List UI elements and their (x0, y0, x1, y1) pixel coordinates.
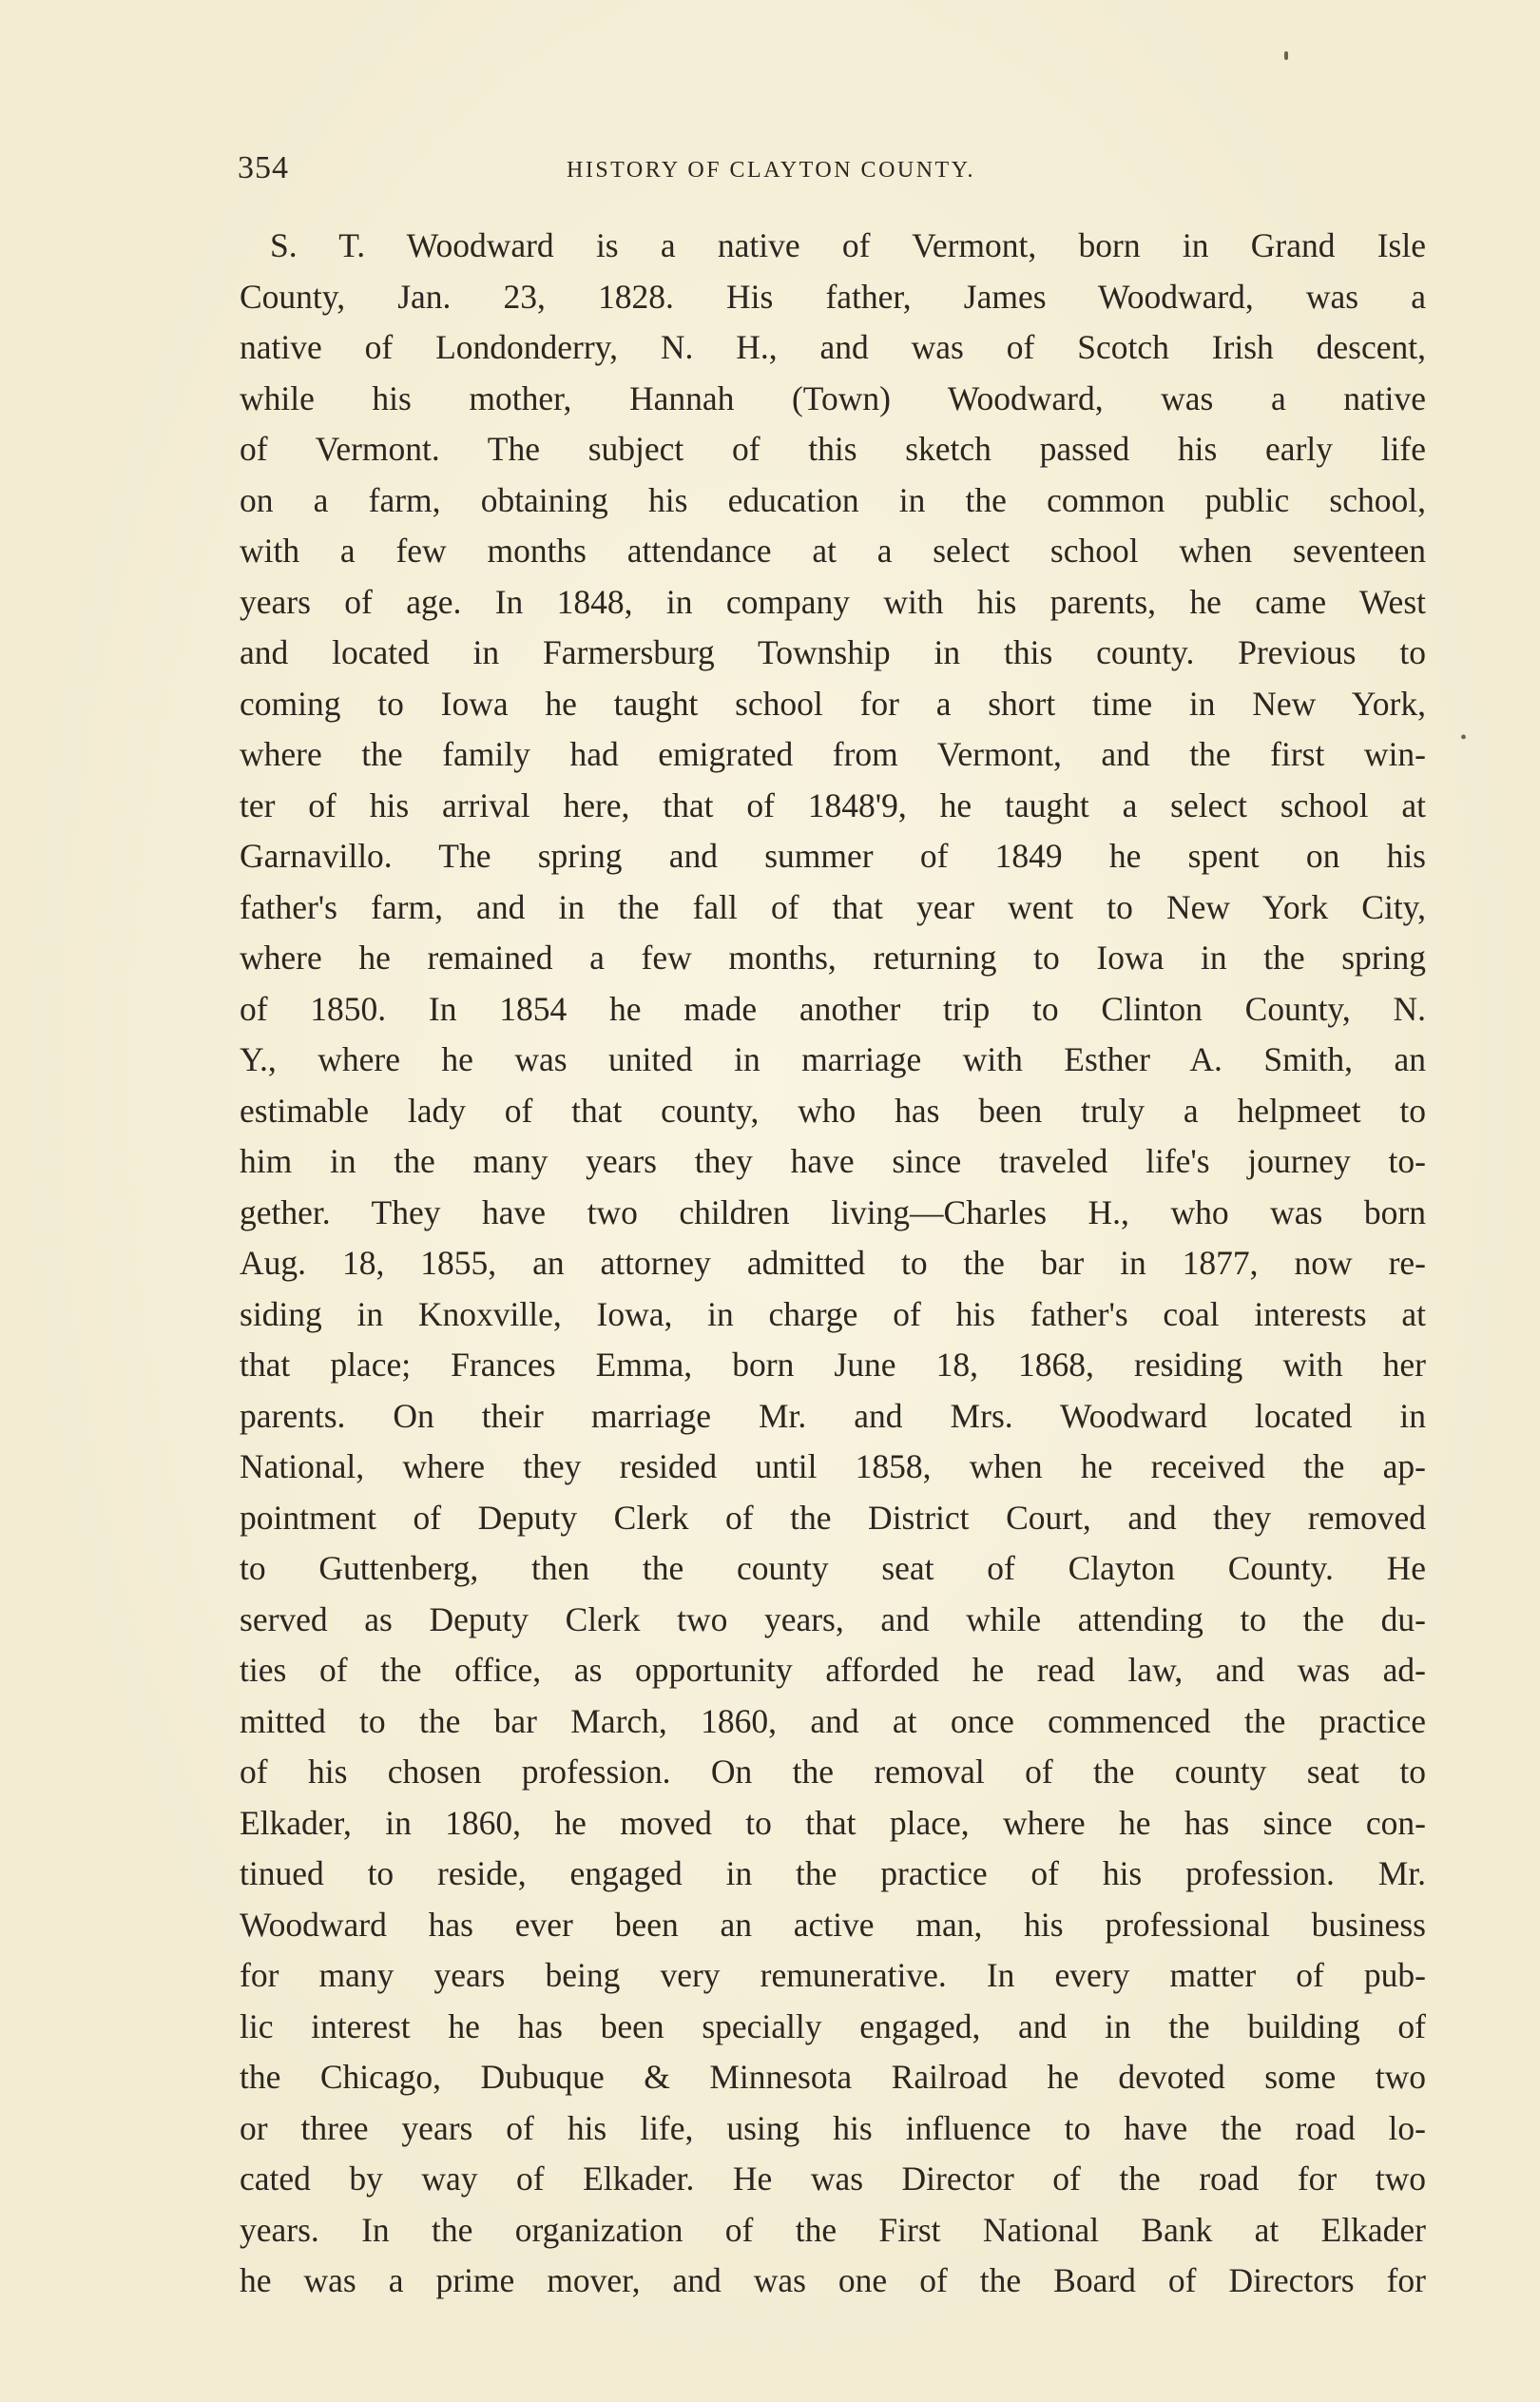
text-line: he was a prime mover, and was one of the Board of Directors for (240, 2261, 1426, 2299)
text-line: lic interest he has been specially engaged, and in the building of (240, 2006, 1426, 2045)
text-line: served as Deputy Clerk two years, and while attending to the du- (240, 1599, 1426, 1638)
margin-mark: • (1460, 727, 1468, 748)
text-line: years of age. In 1848, in company with his parents, he came West (240, 582, 1426, 621)
text-line: to Guttenberg, then the county seat of Clayton County. He (240, 1549, 1426, 1587)
text-line: father's farm, and in the fall of that year went to New York City, (240, 887, 1426, 926)
text-line: mitted to the bar March, 1860, and at once commenced the practice (240, 1701, 1426, 1740)
text-line: estimable lady of that county, who has been truly a helpmeet to (240, 1091, 1426, 1130)
text-line: years. In the organization of the First National Bank at Elkader (240, 2210, 1426, 2249)
text-line: S. T. Woodward is a native of Vermont, born in Grand Isle (270, 226, 1426, 264)
text-line: pointment of Deputy Clerk of the District Court, and they removed (240, 1498, 1426, 1537)
text-line: Garnavillo. The spring and summer of 1849 he spent on his (240, 837, 1426, 875)
text-line: cated by way of Elkader. He was Director of the road for two (240, 2160, 1426, 2198)
text-line: ter of his arrival here, that of 1848'9, he taught a select school at (240, 785, 1426, 824)
text-line: ties of the office, as opportunity afforded he read law, and was ad- (240, 1651, 1426, 1689)
text-line: that place; Frances Emma, born June 18, 1868, residing with her (240, 1346, 1426, 1384)
text-line: National, where they resided until 1858, when he received the ap- (240, 1447, 1426, 1485)
text-line: Y., where he was united in marriage with Esther A. Smith, an (240, 1040, 1426, 1078)
text-line: siding in Knoxville, Iowa, in charge of his father's coal interests at (240, 1294, 1426, 1333)
text-line: while his mother, Hannah (Town) Woodward, was a native (240, 378, 1426, 417)
text-line: where he remained a few months, returning to Iowa in the spring (240, 939, 1426, 977)
text-line: the Chicago, Dubuque & Minnesota Railroad he devoted some two (240, 2058, 1426, 2096)
running-head: HISTORY OF CLAYTON COUNTY. (567, 158, 975, 183)
text-line: where the family had emigrated from Vermont, and the first win- (240, 735, 1426, 773)
text-line: Woodward has ever been an active man, his professional business (240, 1905, 1426, 1944)
page-header (0, 150, 1540, 196)
text-line: and located in Farmersburg Township in this county. Previous to (240, 633, 1426, 671)
ink-speck (1284, 51, 1288, 60)
body-paragraph (240, 221, 1426, 2307)
text-line: with a few months attendance at a select school when seventeen (240, 532, 1426, 570)
text-line: Elkader, in 1860, he moved to that place, where he has since con- (240, 1803, 1426, 1842)
text-line: for many years being very remunerative. In every matter of pub- (240, 1956, 1426, 1994)
text-line: gether. They have two children living—Charles H., who was born (240, 1192, 1426, 1231)
text-line: of his chosen profession. On the removal of the county seat to (240, 1753, 1426, 1791)
text-line: native of Londonderry, N. H., and was of Scotch Irish descent, (240, 328, 1426, 366)
text-line: of Vermont. The subject of this sketch passed his early life (240, 430, 1426, 468)
text-line: or three years of his life, using his influence to have the road lo- (240, 2108, 1426, 2147)
text-line: of 1850. In 1854 he made another trip to Clinton County, N. (240, 989, 1426, 1028)
text-line: Aug. 18, 1855, an attorney admitted to the bar in 1877, now re- (240, 1244, 1426, 1282)
page-number: 354 (238, 150, 289, 185)
text-line: County, Jan. 23, 1828. His father, James Woodward, was a (240, 277, 1426, 316)
text-line: parents. On their marriage Mr. and Mrs. Woodward located in (240, 1396, 1426, 1435)
text-line: tinued to reside, engaged in the practice of his profession. Mr. (240, 1854, 1426, 1892)
text-line: him in the many years they have since traveled life's journey to- (240, 1142, 1426, 1180)
text-line: coming to Iowa he taught school for a short time in New York, (240, 684, 1426, 723)
text-line: on a farm, obtaining his education in the common public school, (240, 480, 1426, 519)
